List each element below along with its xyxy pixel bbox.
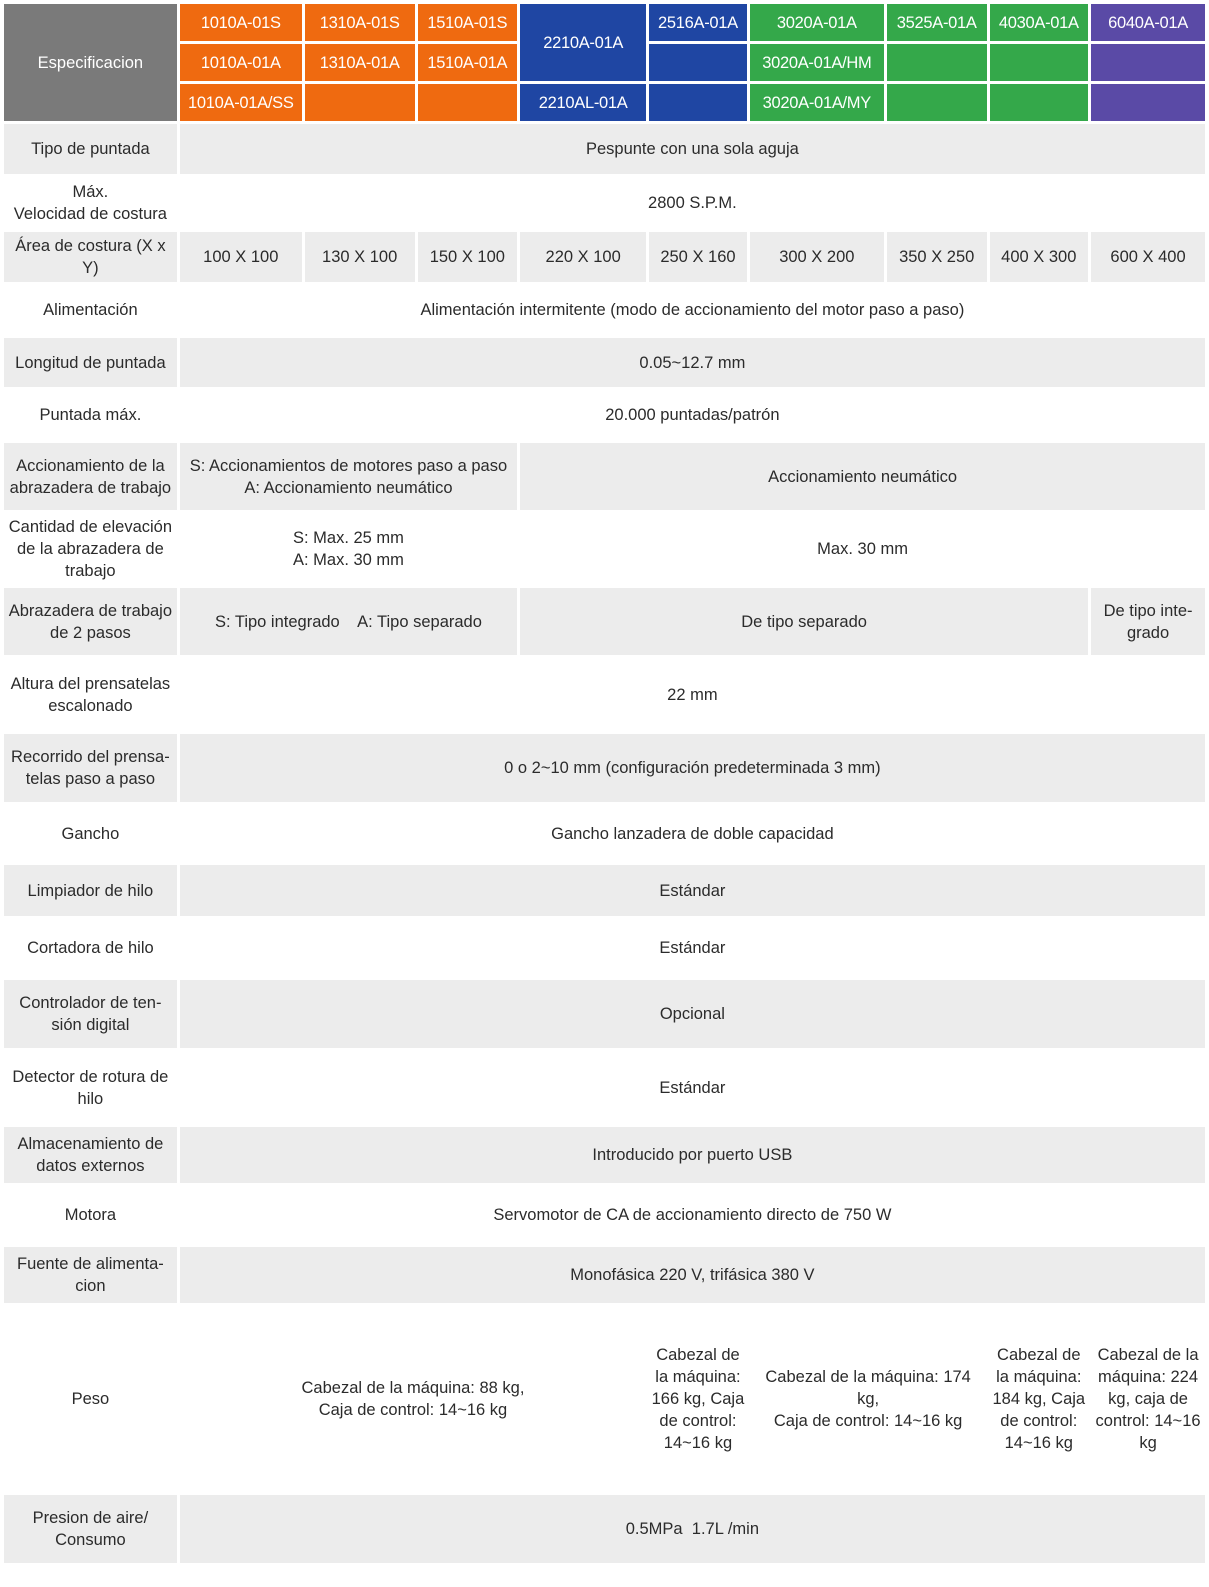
model-1010a-01a: 1010A-01A	[180, 44, 302, 81]
value-peso-3020-3525	[750, 1306, 987, 1492]
model-2516a-01a: 2516A-01A	[649, 4, 747, 41]
label-elevacion-line-1: Cantidad de elevación	[8, 518, 173, 536]
row-controlador	[4, 980, 1205, 1048]
value-recorrido: 0 o 2~10 mm (configuración predeterminada 3 mm)	[180, 734, 1205, 802]
value-area-1510: 150 X 100	[418, 232, 518, 282]
model-1510a-01s: 1510A-01S	[418, 4, 518, 41]
model-6040a-01a: 6040A-01A	[1091, 4, 1205, 41]
label-tipo-puntada: Tipo de puntada	[4, 124, 177, 174]
model-2210al-01a: 2210AL-01A	[520, 84, 646, 121]
label-fuente	[4, 1247, 177, 1303]
value-area-3525: 350 X 250	[887, 232, 987, 282]
label-motora: Motora	[4, 1186, 177, 1244]
header-blank-green-3b	[990, 84, 1089, 121]
label-altura	[4, 658, 177, 731]
row-elevacion	[4, 513, 1205, 585]
value-peso-4030-line-2: la máquina:	[996, 1368, 1082, 1386]
row-accionamiento	[4, 443, 1205, 510]
label-almacenamiento-line-2: datos externos	[36, 1157, 145, 1175]
value-area-4030: 400 X 300	[990, 232, 1089, 282]
model-1310a-01s: 1310A-01S	[305, 4, 415, 41]
header-blank-purple-2	[1091, 44, 1205, 81]
value-velocidad: 2800 S.P.M.	[180, 177, 1205, 229]
row-tipo-puntada	[4, 124, 1205, 174]
value-puntada-max: 20.000 puntadas/patrón	[180, 390, 1205, 440]
label-fuente-line-1: Fuente de alimenta-	[17, 1255, 164, 1273]
label-cortadora: Cortadora de hilo	[4, 919, 177, 977]
label-detector	[4, 1051, 177, 1124]
value-dos-pasos-6040	[1091, 588, 1205, 655]
label-detector-line-1: Detector de rotura de	[12, 1067, 169, 1086]
model-1010a-01s: 1010A-01S	[180, 4, 302, 41]
row-detector	[4, 1051, 1205, 1124]
value-peso-4030-line-1: Cabezal de	[997, 1346, 1081, 1364]
value-accionamiento-large: Accionamiento neumático	[520, 443, 1205, 510]
value-accionamiento-small	[180, 443, 517, 510]
value-peso-4030-line-4: de control:	[1000, 1412, 1078, 1430]
label-dos-pasos-line-2: de 2 pasos	[50, 623, 131, 642]
value-dos-pasos-small: S: Tipo integrado A: Tipo separado	[180, 588, 517, 655]
label-longitud: Longitud de puntada	[4, 338, 177, 387]
value-area-6040: 600 X 400	[1091, 232, 1205, 282]
label-recorrido	[4, 734, 177, 802]
value-presion: 0.5MPa 1.7L /min	[180, 1495, 1205, 1563]
value-peso-6040-line-1: Cabezal de la	[1097, 1346, 1199, 1364]
label-velocidad-line-1: Máx.	[72, 183, 109, 201]
label-accionamiento	[4, 443, 177, 510]
value-dos-pasos-6040-line-1: De tipo inte-	[1103, 601, 1193, 620]
header-row-1	[4, 4, 1205, 41]
model-4030a-01a: 4030A-01A	[990, 4, 1089, 41]
value-area-1310: 130 X 100	[305, 232, 415, 282]
model-1310a-01a: 1310A-01A	[305, 44, 415, 81]
row-fuente	[4, 1247, 1205, 1303]
value-elevacion-large: Max. 30 mm	[520, 513, 1205, 585]
label-velocidad-line-2: Velocidad de costura	[13, 205, 167, 223]
label-alimentacion: Alimentación	[4, 285, 177, 335]
value-peso-6040-line-5: kg	[1139, 1434, 1157, 1452]
header-blank-orange-3b	[418, 84, 518, 121]
value-peso-small-line-1: Cabezal de la máquina: 88 kg,	[301, 1379, 525, 1397]
value-elevacion-small-line-2: A: Max. 30 mm	[292, 551, 404, 569]
value-almacenamiento: Introducido por puerto USB	[180, 1127, 1205, 1183]
value-dos-pasos-mid: De tipo separado	[520, 588, 1088, 655]
row-velocidad	[4, 177, 1205, 229]
value-peso-4030	[990, 1306, 1089, 1492]
value-peso-small-line-2: Caja de control: 14~16 kg	[318, 1401, 508, 1419]
label-presion-line-1: Presion de aire/	[32, 1509, 149, 1527]
value-peso-small	[180, 1306, 646, 1492]
value-elevacion-small-line-1: S: Max. 25 mm	[292, 529, 404, 547]
label-altura-line-1: Altura del prensatelas	[10, 674, 171, 693]
label-recorrido-line-1: Recorrido del prensa-	[11, 748, 170, 766]
value-longitud: 0.05~12.7 mm	[180, 338, 1205, 387]
value-peso-3020-line-3: Caja de control: 14~16 kg	[773, 1412, 963, 1430]
model-2210a-01a: 2210A-01A	[520, 4, 646, 81]
header-blank-green-2b	[990, 44, 1089, 81]
header-blank-blue-3	[649, 84, 747, 121]
label-altura-line-2: escalonado	[48, 696, 133, 715]
model-3020a-01a-hm: 3020A-01A/HM	[750, 44, 884, 81]
label-almacenamiento	[4, 1127, 177, 1183]
value-peso-2516-line-2: la máquina:	[655, 1368, 741, 1386]
header-row-3	[4, 84, 1205, 121]
value-area-3020: 300 X 200	[750, 232, 884, 282]
value-peso-4030-line-5: 14~16 kg	[1004, 1434, 1073, 1452]
label-limpiador: Limpiador de hilo	[4, 865, 177, 916]
row-motora	[4, 1186, 1205, 1244]
model-3020a-01a-my: 3020A-01A/MY	[750, 84, 884, 121]
value-elevacion-small	[180, 513, 517, 585]
label-gancho: Gancho	[4, 805, 177, 862]
label-controlador-line-2: sión digital	[51, 1016, 130, 1034]
label-velocidad	[4, 177, 177, 229]
model-3525a-01a: 3525A-01A	[887, 4, 987, 41]
label-presion-line-2: Consumo	[55, 1531, 126, 1549]
label-elevacion-line-3: trabajo	[65, 562, 116, 580]
label-dos-pasos	[4, 588, 177, 655]
value-accionamiento-small-line-2: A: Accionamiento neumático	[244, 478, 453, 497]
label-elevacion-line-2: de la abrazadera de	[17, 540, 164, 558]
row-alimentacion	[4, 285, 1205, 335]
header-blank-green-2a	[887, 44, 987, 81]
value-fuente: Monofásica 220 V, trifásica 380 V	[180, 1247, 1205, 1303]
value-limpiador: Estándar	[180, 865, 1205, 916]
value-peso-6040-line-3: kg, caja de	[1108, 1390, 1188, 1408]
row-gancho	[4, 805, 1205, 862]
label-area: Área de costura (X x Y)	[4, 232, 177, 282]
value-area-1010: 100 X 100	[180, 232, 302, 282]
value-peso-2516-line-1: Cabezal de	[656, 1346, 740, 1364]
value-dos-pasos-6040-line-2: grado	[1126, 623, 1170, 642]
header-blank-purple-3	[1091, 84, 1205, 121]
value-peso-3020-line-2: kg,	[857, 1390, 880, 1408]
value-peso-6040-line-2: máquina: 224	[1098, 1368, 1199, 1386]
model-1010a-01a-ss: 1010A-01A/SS	[180, 84, 302, 121]
label-detector-line-2: hilo	[77, 1089, 104, 1108]
row-limpiador	[4, 865, 1205, 916]
row-peso	[4, 1306, 1205, 1492]
row-presion	[4, 1495, 1205, 1563]
row-longitud	[4, 338, 1205, 387]
label-presion	[4, 1495, 177, 1563]
value-motora: Servomotor de CA de accionamiento directo de 750 W	[180, 1186, 1205, 1244]
value-area-2516: 250 X 160	[649, 232, 747, 282]
header-blank-blue-2	[649, 44, 747, 81]
value-peso-2516-line-4: de control:	[659, 1412, 737, 1430]
value-cortadora: Estándar	[180, 919, 1205, 977]
label-fuente-line-2: cion	[75, 1277, 106, 1295]
row-almacenamiento	[4, 1127, 1205, 1183]
label-dos-pasos-line-1: Abrazadera de trabajo	[8, 601, 173, 620]
value-detector: Estándar	[180, 1051, 1205, 1124]
label-elevacion	[4, 513, 177, 585]
label-recorrido-line-2: telas paso a paso	[25, 770, 156, 788]
model-3020a-01a: 3020A-01A	[750, 4, 884, 41]
label-controlador	[4, 980, 177, 1048]
label-almacenamiento-line-1: Almacenamiento de	[17, 1135, 164, 1153]
label-peso: Peso	[4, 1306, 177, 1492]
value-alimentacion: Alimentación intermitente (modo de accionamiento del motor paso a paso)	[180, 285, 1205, 335]
value-altura: 22 mm	[180, 658, 1205, 731]
value-peso-2516	[649, 1306, 747, 1492]
value-area-2210: 220 X 100	[520, 232, 646, 282]
row-area	[4, 232, 1205, 282]
row-altura	[4, 658, 1205, 731]
spec-table	[1, 1, 1208, 1566]
value-gancho: Gancho lanzadera de doble capacidad	[180, 805, 1205, 862]
label-puntada-max: Puntada máx.	[4, 390, 177, 440]
value-peso-4030-line-3: 184 kg, Caja	[992, 1390, 1086, 1408]
label-accionamiento-line-1: Accionamiento de la	[16, 456, 165, 475]
row-puntada-max	[4, 390, 1205, 440]
value-peso-6040-line-4: control: 14~16	[1095, 1412, 1201, 1430]
label-accionamiento-line-2: abrazadera de trabajo	[9, 478, 172, 497]
header-blank-orange-3a	[305, 84, 415, 121]
label-controlador-line-1: Controlador de ten-	[19, 994, 162, 1012]
value-tipo-puntada: Pespunte con una sola aguja	[180, 124, 1205, 174]
value-accionamiento-small-line-1: S: Accionamientos de motores paso a paso	[189, 456, 508, 475]
value-peso-2516-line-5: 14~16 kg	[663, 1434, 733, 1452]
row-cortadora	[4, 919, 1205, 977]
header-corner: Especificacion	[4, 4, 177, 121]
value-peso-6040	[1091, 1306, 1205, 1492]
header-blank-green-3a	[887, 84, 987, 121]
value-controlador: Opcional	[180, 980, 1205, 1048]
value-peso-3020-line-1: Cabezal de la máquina: 174	[765, 1368, 971, 1386]
row-dos-pasos	[4, 588, 1205, 655]
row-recorrido	[4, 734, 1205, 802]
value-peso-2516-line-3: 166 kg, Caja	[651, 1390, 745, 1408]
model-1510a-01a: 1510A-01A	[418, 44, 518, 81]
